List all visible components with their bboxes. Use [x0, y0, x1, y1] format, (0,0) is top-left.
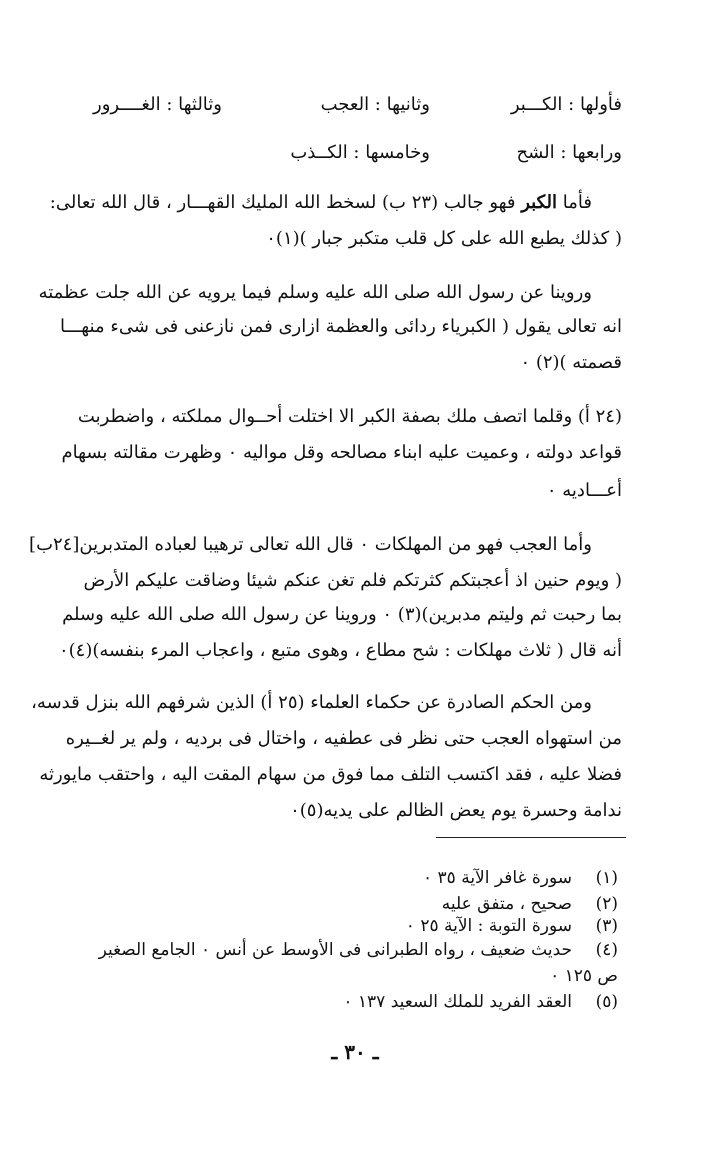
- para5-line3: فضلا عليه ، فقد اكتسب التلف مما فوق من سهام المقت اليه ، واحتقب مايورثه: [39, 764, 622, 785]
- footnote-number: (١): [595, 868, 618, 888]
- vice-third: وثالثها : الغــــرور: [93, 94, 222, 115]
- footnote-text: ص ١٢٥ ٠: [550, 966, 618, 986]
- page-number: ـ ٣٠ ـ: [331, 1040, 379, 1064]
- para2-line1: وروينا عن رسول الله صلى الله عليه وسلم فيما يرويه عن الله جلت عظمته: [38, 282, 592, 303]
- footnote-text: صحيح ، متفق عليه: [441, 894, 572, 914]
- para1-line1: [49, 190, 622, 216]
- para3-line3: أعـــاديه ٠: [546, 480, 622, 501]
- para3-line1: (٢٤ أ) وقلما اتصف ملك بصفة الكبر الا اختلت أحــوال مملكته ، واضطربت: [77, 406, 622, 427]
- footnote-number: (٣): [595, 916, 618, 936]
- para4-line1: وأما العجب فهو من المهلكات ٠ قال الله تعالى ترهيبا لعباده المتدبرين[٢٤ب]: [29, 534, 592, 555]
- para2-line3: قصمته )(٢) ٠: [520, 352, 622, 373]
- footnote-text: حديث ضعيف ، رواه الطبرانى فى الأوسط عن أنس ٠ الجامع الصغير: [98, 940, 572, 960]
- footnote-text: العقد الفريد للملك السعيد ١٣٧ ٠: [343, 992, 572, 1012]
- para4-line4: أنه قال ( ثلاث مهلكات : شح مطاع ، وهوى متبع ، واعجاب المرء بنفسه)(٤)٠: [58, 640, 622, 661]
- para1-lead: فأما: [562, 192, 592, 213]
- para3-line2: قواعد دولته ، وعميت عليه ابناء مصالحه وقل مواليه ٠ وظهرت مقالته بسهام: [61, 442, 622, 463]
- para2-line2: انه تعالى يقول ( الكبرياء ردائى والعظمة ازارى فمن نازعنى فى شىء منهـــا: [59, 316, 622, 337]
- para4-line3: بما رحبت ثم وليتم مدبرين)(٣) ٠ وروينا عن رسول الله صلى الله عليه وسلم: [62, 604, 622, 625]
- footnote-number: (٤): [595, 940, 618, 960]
- para1-rest: فهو جالب (٢٣ ب) لسخط الله المليك القهـــار ، قال الله تعالى:: [49, 192, 516, 213]
- para5-line1: ومن الحكم الصادرة عن حكماء العلماء (٢٥ أ) الذين شرفهم الله بنزل قدسه،: [31, 692, 592, 713]
- footnote-separator: [436, 837, 626, 838]
- footnote-number: (٥): [595, 992, 618, 1012]
- vice-fourth: ورابعها : الشح: [516, 142, 622, 163]
- keyword-kibr: الكبر: [521, 192, 558, 213]
- footnote-number: (٢): [595, 894, 618, 914]
- para4-line2: ( ويوم حنين اذ أعجبتكم كثرتكم فلم تغن عنكم شيئا وضاقت عليكم الأرض: [83, 570, 622, 591]
- footnote-text: سورة التوبة : الآية ٢٥ ٠: [405, 916, 572, 936]
- para5-line2: من استهواه العجب حتى نظر فى عطفيه ، واختال فى برديه ، ولم ير لغــيره: [65, 728, 622, 749]
- para1-line2: ( كذلك يطبع الله على كل قلب متكبر جبار )(١)٠: [266, 228, 622, 249]
- footnote-text: سورة غافر الآية ٣٥ ٠: [422, 868, 572, 888]
- vice-fifth: وخامسها : الكــذب: [290, 142, 430, 163]
- para5-line4: ندامة وحسرة يوم يعض الظالم على يديه(٥)٠: [290, 800, 622, 821]
- vice-first: فأولها : الكـــبر: [510, 94, 622, 115]
- vice-second: وثانيها : العجب: [320, 94, 430, 115]
